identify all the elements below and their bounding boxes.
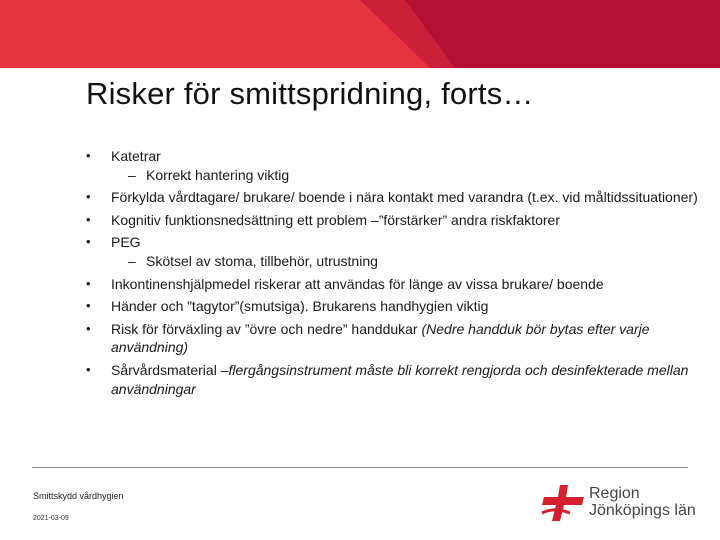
bullet-item	[86, 320, 706, 357]
bullet-marker: •	[86, 211, 91, 227]
banner-graphic	[0, 0, 720, 68]
bullet-item	[86, 211, 706, 230]
bullet-text: Sårvårdsmaterial –	[111, 361, 229, 378]
dash-marker: –	[128, 252, 136, 269]
bullet-item	[86, 275, 706, 294]
bullet-item	[86, 361, 706, 398]
region-cross-logo-icon	[540, 483, 586, 523]
bullet-text: Händer och ”tagytor”(smutsiga). Brukarens handhygien viktig	[111, 298, 489, 315]
bullet-marker: •	[86, 275, 91, 291]
bullet-text: Katetrar	[111, 148, 161, 164]
logo-county-text: Jönköpings län	[589, 502, 696, 519]
footer-divider	[32, 467, 688, 468]
bullet-marker: •	[86, 148, 91, 163]
bullet-text: Kognitiv funktionsnedsättning ett problem –”förstärker” andra riskfaktorer	[111, 211, 560, 228]
bullet-item	[86, 147, 706, 184]
dash-marker: –	[128, 166, 136, 183]
bullet-marker: •	[86, 298, 91, 314]
bullet-text: Risk för förväxling av ”övre och nedre” handdukar	[111, 320, 422, 337]
sub-bullet-text: Skötsel av stoma, tillbehör, utrustning	[146, 252, 378, 269]
sub-bullet-text: Korrekt hantering viktig	[146, 166, 290, 183]
footer-date: 2021-03-09	[33, 515, 69, 522]
slide-title: Risker för smittspridning, forts…	[86, 76, 534, 111]
bullet-text: Inkontinenshjälpmedel riskerar att användas för länge av vissa brukare/ boende	[111, 275, 604, 292]
bullet-italic-text: flergångsinstrument måste bli korrekt rengjorda och desinfekterade mellan användningar	[111, 361, 689, 397]
footer-department: Smittskydd vårdhygien	[33, 491, 124, 501]
bullet-list	[86, 147, 706, 402]
header-banner	[0, 0, 720, 68]
bullet-marker: •	[86, 189, 91, 205]
region-logo	[540, 483, 720, 523]
bullet-italic-text: (Nedre handduk bör bytas efter varje användning)	[111, 320, 650, 356]
bullet-marker: •	[86, 361, 91, 377]
sub-bullet	[111, 252, 706, 271]
bullet-marker: •	[86, 234, 91, 250]
bullet-item	[86, 233, 706, 270]
sub-bullet	[111, 166, 706, 185]
bullet-text: Förkylda vårdtagare/ brukare/ boende i nära kontakt med varandra (t.ex. vid måltidssituationer)	[111, 189, 698, 206]
bullet-item	[86, 297, 706, 316]
bullet-item	[86, 188, 706, 207]
bullet-text: PEG	[111, 234, 141, 251]
logo-region-text: Region	[589, 485, 640, 502]
bullet-marker: •	[86, 320, 91, 336]
